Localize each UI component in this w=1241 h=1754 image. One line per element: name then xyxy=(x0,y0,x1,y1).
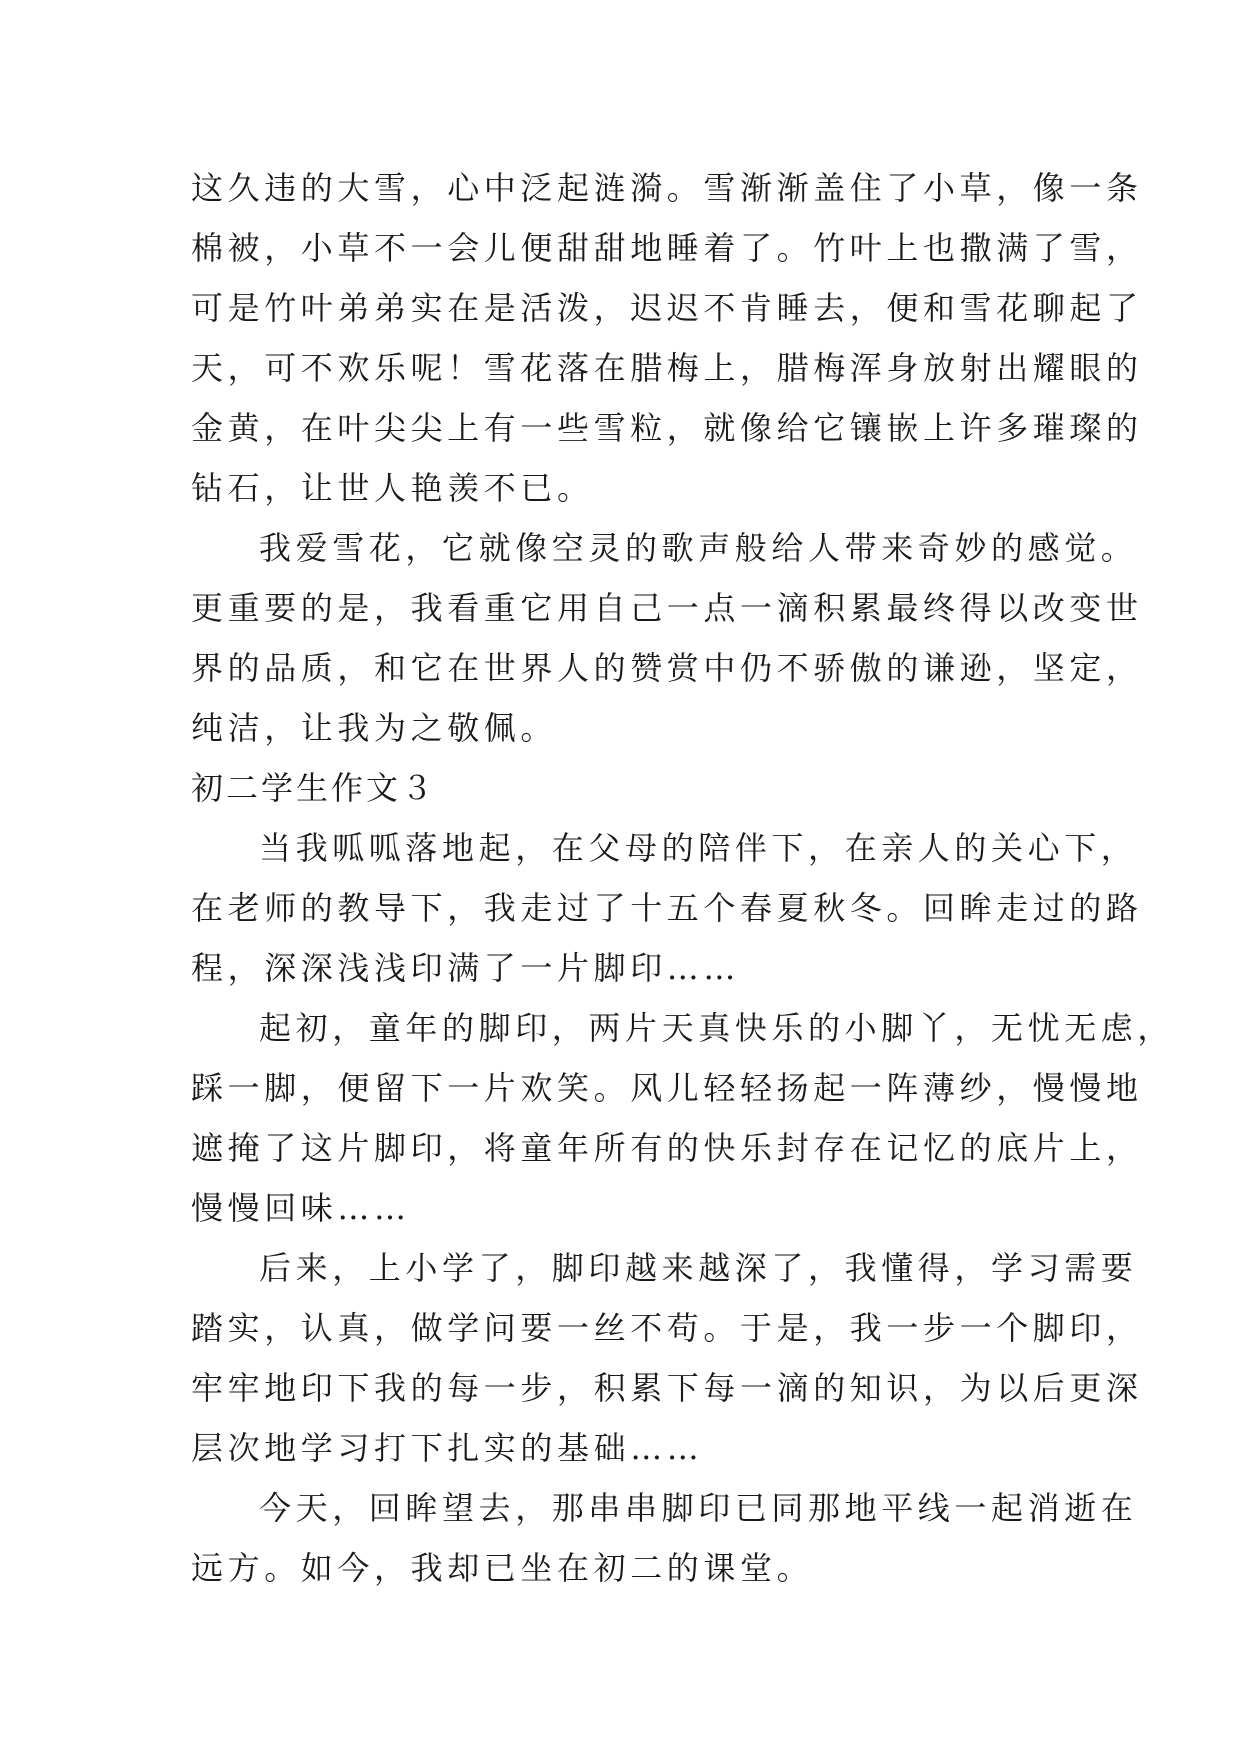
text-line: 层次地学习打下扎实的基础…… xyxy=(191,1429,704,1467)
text-line: 在老师的教导下，我走过了十五个春夏秋冬。回眸走过的路 xyxy=(191,889,1143,927)
text-line: 棉被，小草不一会儿便甜甜地睡着了。竹叶上也撒满了雪， xyxy=(191,229,1143,267)
paragraph-first-line: 当我呱呱落地起，在父母的陪伴下，在亲人的关心下， xyxy=(259,829,1138,867)
text-line: 界的品质，和它在世界人的赞赏中仍不骄傲的谦逊，坚定， xyxy=(191,649,1143,687)
text-line: 踏实，认真，做学问要一丝不苟。于是，我一步一个脚印， xyxy=(191,1309,1143,1347)
text-line: 遮掩了这片脚印，将童年所有的快乐封存在记忆的底片上， xyxy=(191,1129,1143,1167)
text-line: 金黄，在叶尖尖上有一些雪粒，就像给它镶嵌上许多璀璨的 xyxy=(191,409,1143,447)
text-line: 程，深深浅浅印满了一片脚印…… xyxy=(191,949,741,987)
text-line: 更重要的是，我看重它用自己一点一滴积累最终得以改变世 xyxy=(191,589,1143,627)
paragraph-first-line: 今天，回眸望去，那串串脚印已同那地平线一起消逝在 xyxy=(259,1489,1138,1527)
text-line: 踩一脚，便留下一片欢笑。风儿轻轻扬起一阵薄纱，慢慢地 xyxy=(191,1069,1143,1107)
section-heading: 初二学生作文３ xyxy=(191,769,437,807)
text-line: 这久违的大雪，心中泛起涟漪。雪渐渐盖住了小草，像一条 xyxy=(191,169,1143,207)
paragraph-first-line: 起初，童年的脚印，两片天真快乐的小脚丫，无忧无虑， xyxy=(259,1009,1175,1047)
text-line: 慢慢回味…… xyxy=(191,1189,411,1227)
text-line: 远方。如今，我却已坐在初二的课堂。 xyxy=(191,1549,814,1587)
text-line: 天，可不欢乐呢！雪花落在腊梅上，腊梅浑身放射出耀眼的 xyxy=(191,349,1143,387)
text-line: 牢牢地印下我的每一步，积累下每一滴的知识，为以后更深 xyxy=(191,1369,1143,1407)
text-line: 钻石，让世人艳羡不已。 xyxy=(191,469,594,507)
text-line: 可是竹叶弟弟实在是活泼，迟迟不肯睡去，便和雪花聊起了 xyxy=(191,289,1143,327)
paragraph-first-line: 我爱雪花，它就像空灵的歌声般给人带来奇妙的感觉。 xyxy=(259,529,1138,567)
paragraph-first-line: 后来，上小学了，脚印越来越深了，我懂得，学习需要 xyxy=(259,1249,1138,1287)
text-line: 纯洁，让我为之敬佩。 xyxy=(191,709,558,747)
